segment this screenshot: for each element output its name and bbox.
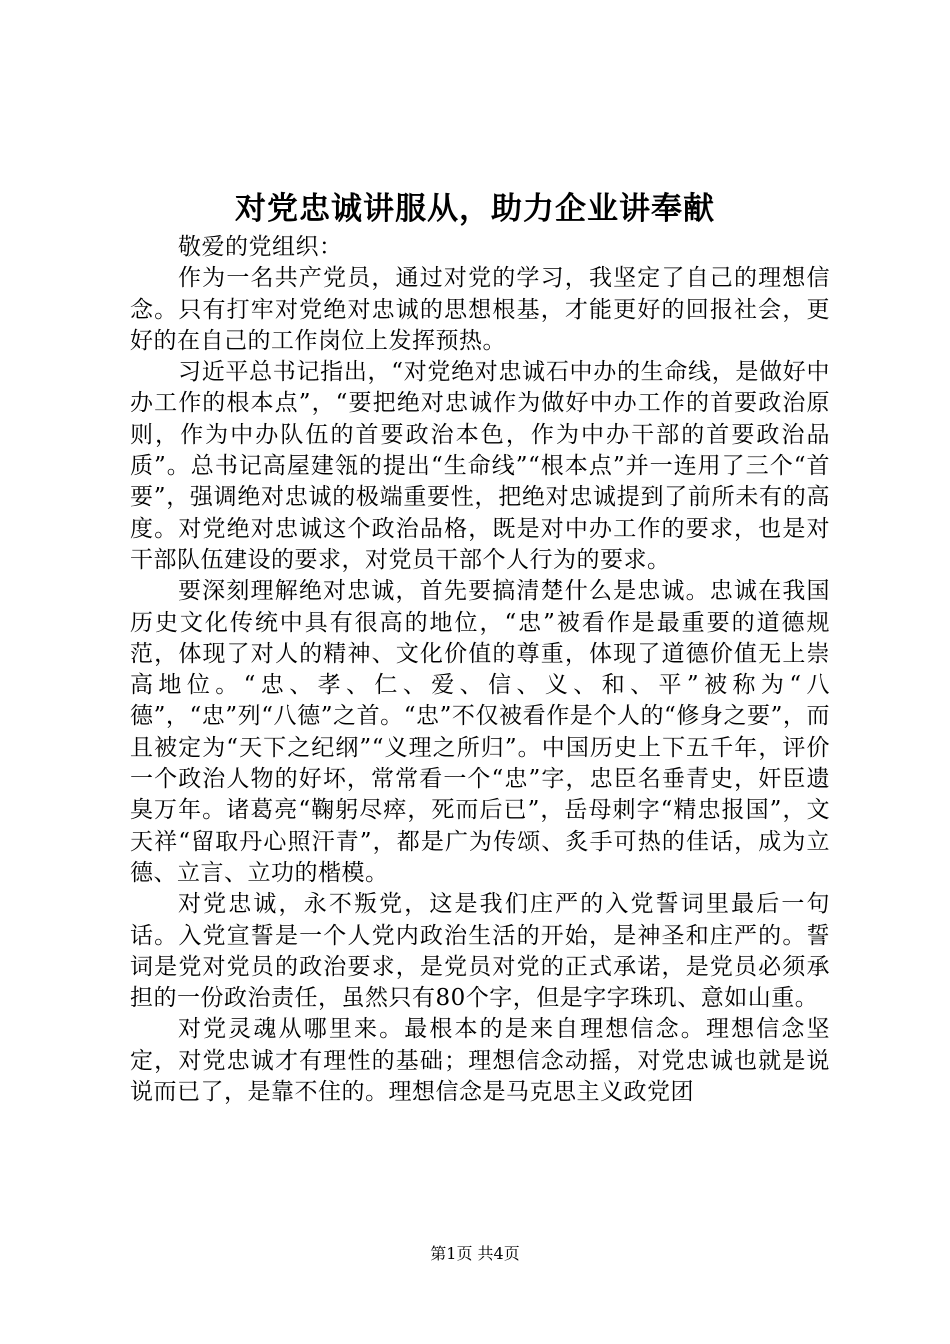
paragraph: 对党忠诚，永不叛党，这是我们庄严的入党誓词里最后一句话。入党宣誓是一个人党内政治生活的开始，是神圣和庄严的。誓词是党对党员的政治要求，是党员对党的正式承诺，是党员必须承担的一份政治责任，虽然只有80个字，但是字字珠玑、意如山重。 xyxy=(130,891,830,1012)
paragraph: 习近平总书记指出，“对党绝对忠诚石中办的生命线，是做好中办工作的根本点”，“要把绝对忠诚作为做好中办工作的首要政治原则，作为中办队伍的首要政治本色，作为中办干部的首要政治品质”。总书记高屋建瓴的提出“生命线”“根本点”并一连用了三个“首要”，强调绝对忠诚的极端重要性，把绝对忠诚提到了前所未有的高度。对党绝对忠诚这个政治品格，既是对中办工作的要求，也是对干部队伍建设的要求，对党员干部个人行为的要求。 xyxy=(130,359,830,573)
paragraph: 对党灵魂从哪里来。最根本的是来自理想信念。理想信念坚定，对党忠诚才有理性的基础；理想信念动摇，对党忠诚也就是说说而已了，是靠不住的。理想信念是马克思主义政党团 xyxy=(130,1016,830,1106)
page-number-footer: 第1页 共4页 xyxy=(430,1244,520,1263)
paragraph: 作为一名共产党员，通过对党的学习，我坚定了自己的理想信念。只有打牢对党绝对忠诚的思想根基，才能更好的回报社会，更好的在自己的工作岗位上发挥预热。 xyxy=(130,265,830,354)
paragraph: 要深刻理解绝对忠诚，首先要搞清楚什么是忠诚。忠诚在我国历史文化传统中具有很高的地位，“忠”被看作是最重要的道德规范，体现了对人的精神、文化价值的尊重，体现了道德价值无上崇高地位。“忠、孝、仁、爱、信、义、和、平”被称为“八德”，“忠”列“八德”之首。“忠”不仅被看作是个人的“修身之要”，而且被定为“天下之纪纲”“义理之所归”。中国历史上下五千年，评价一个政治人物的好坏，常常看一个“忠”字，忠臣名垂青史，奸臣遗臭万年。诸葛亮“鞠躬尽瘁，死而后已”，岳母刺字“精忠报国”，文天祥“留取丹心照汗青”，都是广为传颂、炙手可热的佳话，成为立德、立言、立功的楷模。 xyxy=(130,578,830,886)
salutation: 敬爱的党组织： xyxy=(178,234,343,260)
document-title: 对党忠诚讲服从，助力企业讲奉献 xyxy=(235,191,715,227)
document-body xyxy=(130,232,830,1108)
